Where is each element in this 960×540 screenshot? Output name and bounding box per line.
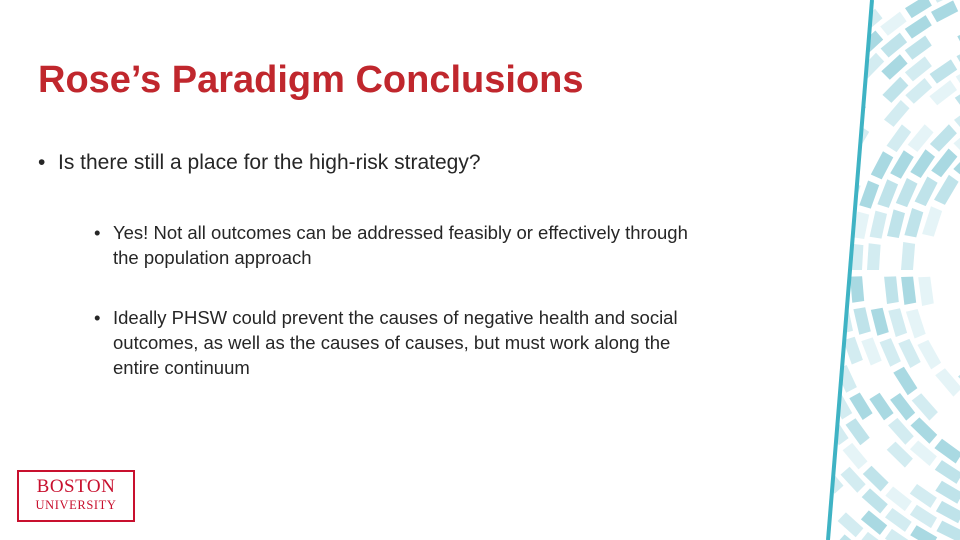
pattern-tile: [956, 64, 960, 87]
logo-line-university: UNIVERSITY: [35, 498, 117, 512]
pattern-tile: [934, 439, 960, 464]
pattern-tile: [881, 54, 907, 80]
pattern-tile: [931, 149, 957, 178]
pattern-tile: [957, 44, 960, 66]
pattern-tile: [935, 460, 960, 484]
pattern-tile: [887, 442, 913, 468]
pattern-tile: [860, 532, 886, 540]
pattern-tile: [936, 521, 960, 540]
pattern-tile: [910, 525, 937, 540]
pattern-tile: [863, 466, 889, 492]
pattern-tile: [954, 104, 960, 129]
pattern-tile: [901, 277, 916, 305]
pattern-tile: [888, 418, 914, 445]
sub-bullet-text: Yes! Not all outcomes can be addressed feasibly or effectively through the population approach: [113, 222, 688, 268]
boston-university-logo: [17, 470, 135, 522]
pattern-tile: [908, 124, 934, 152]
pattern-tile: [930, 124, 957, 151]
pattern-tile: [911, 417, 938, 443]
sub-bullet-text: Ideally PHSW could prevent the causes of negative health and social outcomes, as well as the causes of causes, but must work along the entire continuum: [113, 307, 678, 378]
pattern-tile: [906, 309, 926, 339]
bullet-item: [38, 146, 688, 380]
pattern-tile: [843, 443, 868, 470]
pattern-tile: [904, 208, 923, 237]
pattern-tile: [861, 510, 887, 535]
pattern-tile: [953, 148, 960, 177]
pattern-tile: [955, 83, 960, 107]
pattern-tile: [841, 467, 866, 493]
pattern-tile: [896, 178, 918, 207]
pattern-tile: [870, 211, 887, 239]
sub-bullet-item: [94, 220, 693, 270]
pattern-tile: [885, 487, 912, 512]
pattern-tile: [887, 209, 905, 238]
pattern-tile: [885, 508, 912, 532]
pattern-tile: [838, 512, 864, 537]
pattern-tile: [888, 308, 907, 337]
pattern-tile: [953, 125, 960, 152]
bullet-list: [38, 146, 688, 380]
pattern-tile: [905, 15, 932, 38]
slide-title: Rose’s Paradigm Conclusions: [38, 59, 584, 101]
pattern-tile: [850, 276, 864, 303]
pattern-tile: [871, 308, 889, 336]
pattern-tile: [915, 177, 938, 207]
pattern-tile: [867, 243, 881, 270]
pattern-tile: [912, 393, 938, 420]
pattern-tile: [890, 150, 914, 178]
pattern-tile: [890, 393, 915, 421]
pattern-tile: [893, 367, 917, 395]
pattern-tile: [917, 340, 941, 370]
pattern-tile: [887, 124, 912, 152]
pattern-tile: [905, 78, 932, 104]
pattern-tile: [905, 56, 932, 81]
pattern-tile: [853, 307, 870, 335]
pattern-tile: [931, 0, 958, 22]
pattern-tile: [910, 149, 935, 178]
pattern-tile: [871, 151, 894, 179]
pattern-tile: [910, 505, 937, 528]
pattern-tile: [935, 481, 960, 504]
pattern-tile: [934, 175, 959, 205]
pattern-tile: [862, 488, 888, 513]
pattern-tile: [885, 529, 912, 540]
pattern-tile: [929, 80, 957, 105]
pattern-tile: [880, 338, 901, 367]
pattern-tile: [910, 484, 937, 508]
pattern-tile: [859, 181, 879, 209]
pattern-tile: [935, 368, 960, 396]
pattern-tile: [936, 501, 960, 523]
logo-line-boston: BOSTON: [36, 476, 116, 497]
pattern-tile: [880, 12, 907, 36]
pattern-tile: [910, 441, 937, 467]
pattern-tile: [882, 77, 908, 103]
pattern-tile: [837, 534, 863, 540]
pattern-tile: [918, 277, 934, 306]
pattern-tile: [884, 100, 910, 127]
pattern-tile: [905, 0, 932, 18]
pattern-tile: [930, 59, 958, 83]
pattern-tile: [861, 337, 881, 365]
sub-bullet-item: [94, 305, 693, 380]
pattern-tile: [846, 418, 870, 445]
pattern-tile: [877, 179, 898, 208]
bullet-text: Is there still a place for the high-risk strategy?: [58, 151, 481, 174]
pattern-tile: [922, 206, 942, 236]
pattern-tile: [869, 393, 893, 421]
sub-bullet-list: [58, 220, 688, 380]
pattern-tile: [881, 33, 908, 58]
pattern-tile: [901, 242, 915, 270]
pattern-tile: [898, 339, 920, 368]
pattern-tile: [905, 36, 932, 60]
pattern-tile: [884, 276, 899, 304]
pattern-tile: [932, 0, 959, 3]
pattern-tile: [849, 393, 872, 421]
